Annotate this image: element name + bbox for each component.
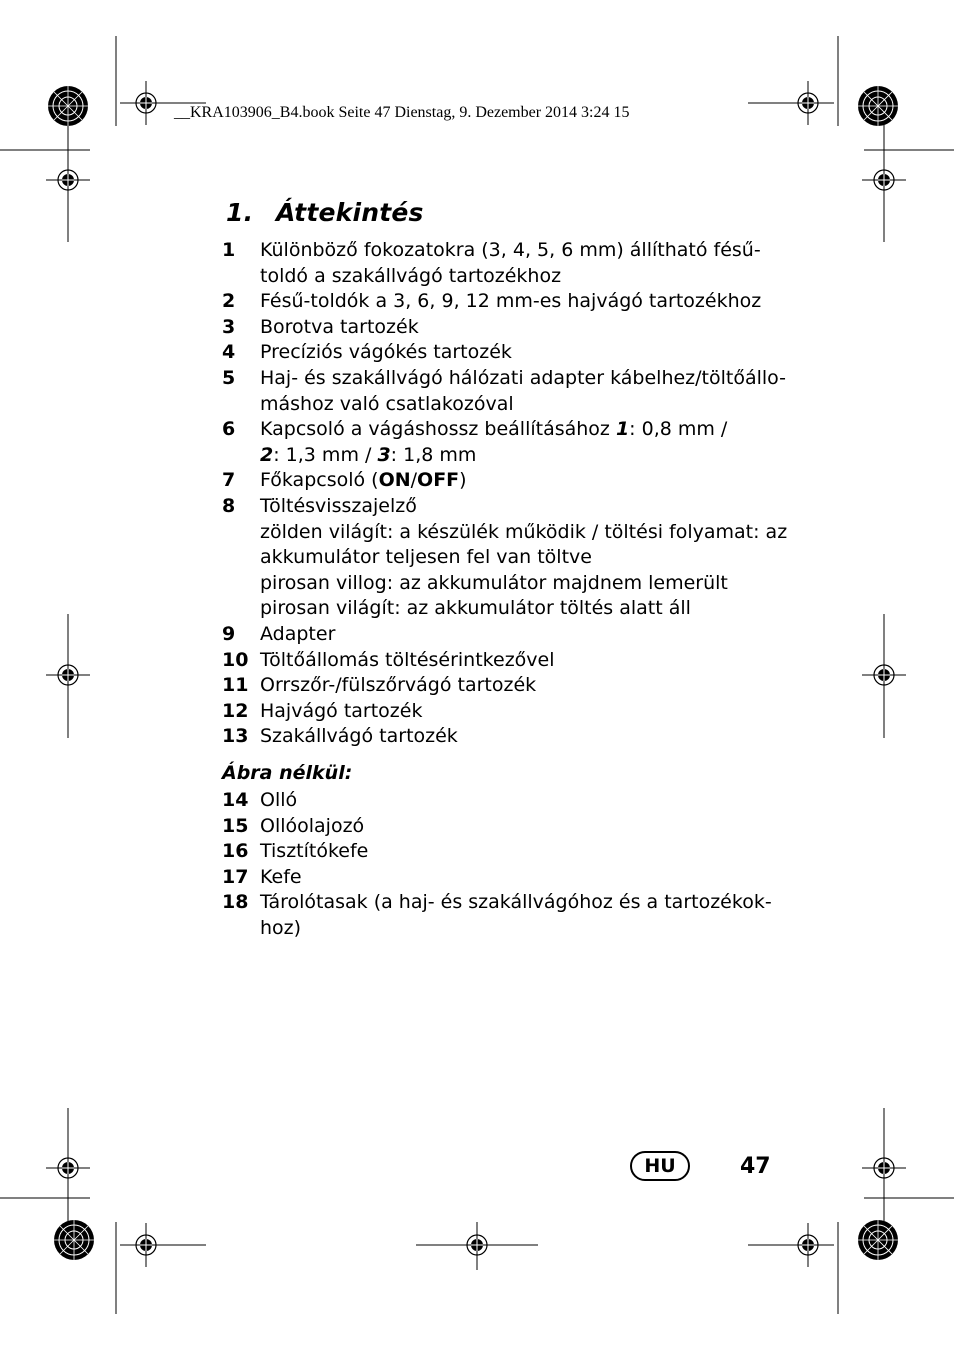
- item-text: akkumulátor teljesen fel van töltve: [260, 546, 592, 569]
- section-title-text: Áttekintés: [276, 198, 424, 227]
- item-text: Kefe: [260, 865, 302, 888]
- item-number: 4: [222, 341, 236, 364]
- language-badge: HU: [630, 1151, 690, 1181]
- item-text: toldó a szakállvágó tartozékhoz: [260, 264, 562, 287]
- item-text: Borotva tartozék: [260, 315, 419, 338]
- list-item: [222, 839, 782, 865]
- list-item: [222, 890, 782, 941]
- item-number: 12: [222, 699, 249, 722]
- list-item: [222, 699, 782, 725]
- section-number: 1.: [226, 198, 254, 227]
- item-number: 17: [222, 865, 249, 888]
- item-text: zölden világít: a készülék működik / töltési folyamat: az: [260, 520, 788, 543]
- list-item: [222, 865, 782, 891]
- page-number: 47: [740, 1153, 771, 1179]
- item-text: pirosan villog: az akkumulátor majdnem lemerült: [260, 571, 728, 594]
- item-text-part: Kapcsoló a vágáshossz beállításához: [260, 418, 616, 441]
- item-text: Töltőállomás töltésérintkezővel: [260, 648, 555, 671]
- item-text: Hajvágó tartozék: [260, 699, 423, 722]
- list-item: [222, 289, 782, 315]
- item-number: 6: [222, 418, 236, 441]
- item-text: Precíziós vágókés tartozék: [260, 341, 512, 364]
- item-number: 5: [222, 366, 236, 389]
- position-key: 1: [615, 418, 630, 441]
- list-item: [222, 315, 782, 341]
- item-text: Orrszőr-/fülszőrvágó tartozék: [260, 674, 537, 697]
- item-text: Olló: [260, 789, 298, 811]
- list-item: [222, 238, 782, 289]
- item-text-part: Főkapcsoló (: [260, 469, 379, 492]
- item-text: Töltésvisszajelző: [260, 494, 417, 517]
- list-item: [222, 468, 782, 494]
- item-text-part: ): [459, 469, 467, 492]
- list-item: [222, 494, 788, 622]
- item-number: 1: [222, 239, 236, 261]
- item-text: Haj- és szakállvágó hálózati adapter kábelhez/töltőállo-: [260, 366, 787, 389]
- item-text: Ollóolajozó: [260, 814, 365, 837]
- item-number: 8: [222, 494, 236, 517]
- item-number: 16: [222, 840, 249, 863]
- item-text: Tárolótasak (a haj- és szakállvágóhoz és a tartozékok-: [260, 891, 772, 914]
- item-text: [260, 443, 782, 469]
- item-text-part: /: [410, 469, 418, 492]
- extra-parts-list: [222, 788, 782, 942]
- item-number: 15: [222, 814, 249, 837]
- item-text: Szakállvágó tartozék: [260, 725, 458, 748]
- item-number: 11: [222, 674, 249, 697]
- item-text: [260, 417, 782, 443]
- item-text: Tisztítókefe: [260, 840, 369, 863]
- item-text-part: : 1,3 mm /: [273, 443, 378, 466]
- item-number: 3: [222, 315, 236, 338]
- off-label: OFF: [417, 469, 460, 492]
- parts-list: [222, 238, 788, 750]
- on-label: ON: [378, 469, 411, 492]
- item-text: [260, 468, 782, 494]
- list-item: [222, 340, 782, 366]
- position-key: 2: [260, 443, 274, 466]
- item-number: 13: [222, 725, 249, 748]
- list-item: [222, 788, 782, 814]
- item-number: 2: [222, 290, 236, 313]
- item-text: Különböző fokozatokra (3, 4, 5, 6 mm) állítható fésű-: [260, 239, 761, 261]
- item-text: máshoz való csatlakozóval: [260, 392, 514, 415]
- item-number: 9: [222, 622, 236, 645]
- item-text-part: : 1,8 mm: [390, 443, 477, 466]
- without-figure-heading: Ábra nélkül:: [222, 762, 353, 784]
- page-footer: [630, 1149, 771, 1183]
- item-text: hoz): [260, 916, 302, 939]
- list-item: [222, 417, 782, 468]
- list-item: [222, 814, 782, 840]
- list-item: [222, 673, 782, 699]
- list-item: [222, 366, 787, 417]
- list-item: [222, 724, 782, 750]
- list-item: [222, 648, 782, 674]
- item-number: 18: [222, 891, 249, 914]
- item-number: 7: [222, 469, 236, 492]
- item-text: Adapter: [260, 622, 336, 645]
- position-key: 3: [377, 443, 391, 466]
- item-number: 10: [222, 648, 249, 671]
- item-text-part: : 0,8 mm /: [629, 418, 728, 441]
- list-item: [222, 622, 782, 648]
- item-number: 14: [222, 789, 249, 811]
- section-title: [226, 198, 424, 227]
- item-text: Fésű-toldók a 3, 6, 9, 12 mm-es hajvágó tartozékhoz: [260, 290, 762, 313]
- print-header-line: __KRA103906_B4.book Seite 47 Dienstag, 9. Dezember 2014 3:24 15: [174, 104, 630, 121]
- item-text: pirosan világít: az akkumulátor töltés alatt áll: [260, 597, 691, 620]
